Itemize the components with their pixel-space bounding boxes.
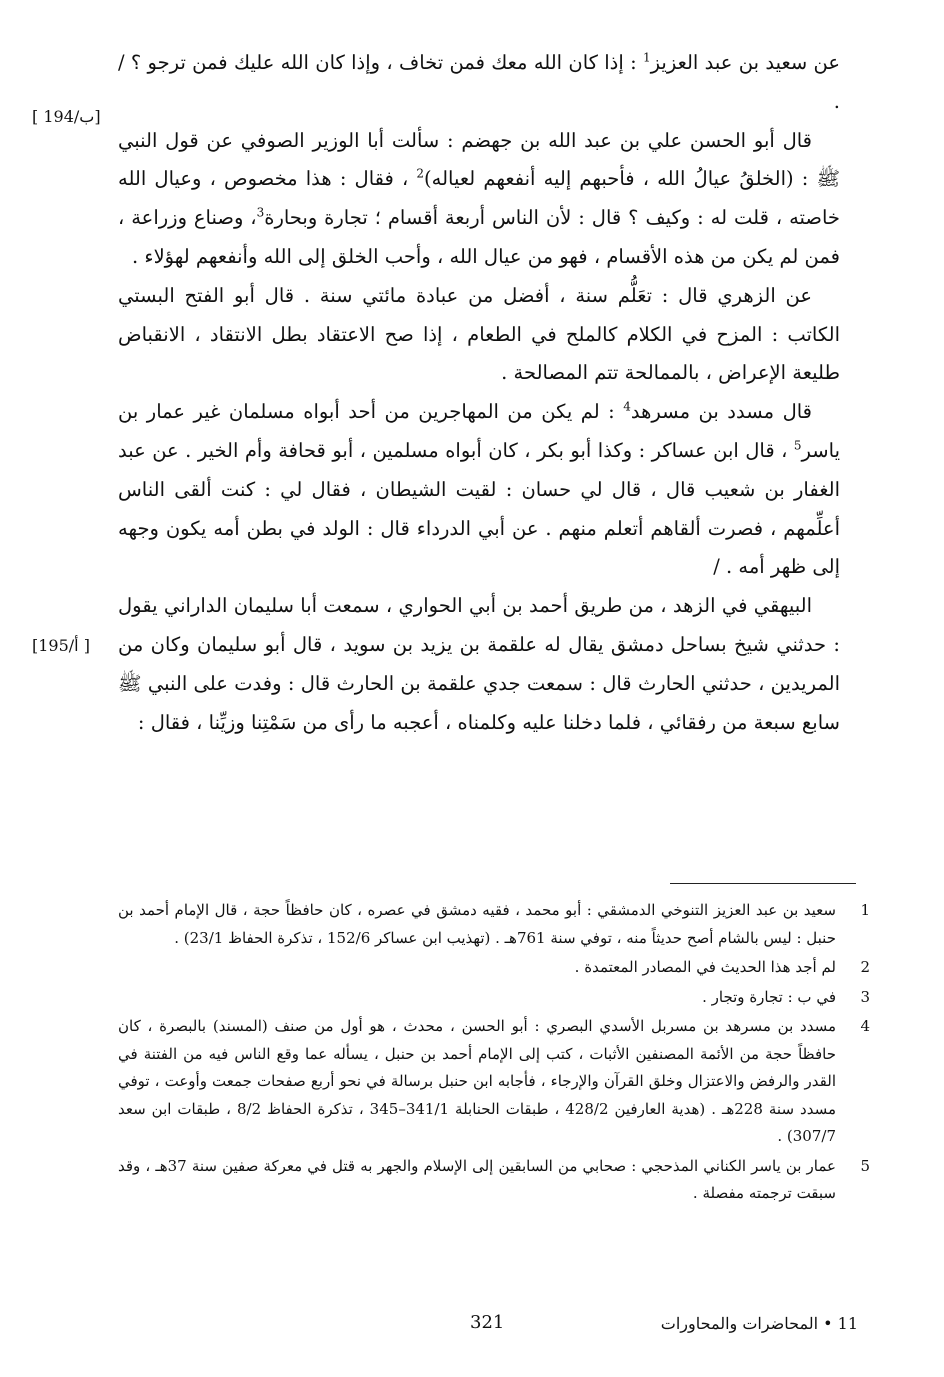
footnote-text: سعيد بن عبد العزيز التنوخي الدمشقي : أبو محمد ، فقيه دمشق في عصره ، كان حافظاً حجة ، قال الإمام أحمد بن حنبل : ليس بالشام أصح حديثاً منه ، توفي سنة 761هـ . (تهذيب ابن عساكر 152/6 ، تذكرة الحفاظ 23/1) . [118, 901, 836, 947]
paragraph-text: ، قال ابن عساكر : وكذا أبو بكر ، كان أبواه مسلمين ، أبو قحافة وأم الخير . عن عبد الغفار بن شعيب قال ، قال لي حسان : لقيت الشيطان ، فقال لي : كنت ألقى الناس أعلِّمهم ، فصرت ألقاهم أتعلم منهم . عن أبي الدرداء قال : الولد في بطن أمه يكون وجهه إلى ظهر أمه . / [118, 438, 840, 579]
paragraph-text: قال أبو الحسن علي بن عبد الله بن جهضم : سألت أبا الوزير الصوفي عن قول النبي ﷺ : (الخلقُ عيالُ الله ، فأحبهم إليه أنفعهم لعياله) [118, 128, 840, 191]
paragraph [118, 587, 840, 742]
footnote-separator [670, 883, 856, 884]
main-text [118, 44, 840, 742]
footnote-number: 3 [860, 987, 870, 1006]
paragraph-text: قال مسدد بن مسرهد [630, 400, 812, 424]
footnote-marker: 2 [416, 166, 425, 181]
footnote-marker: 1 [643, 50, 651, 65]
paragraph [118, 44, 840, 122]
footnote-text: لم أجد هذا الحديث في المصادر المعتمدة . [574, 958, 836, 976]
footnote-text: مسدد بن مسرهد بن مسربل الأسدي البصري : أبو الحسن ، محدث ، هو أول من صنف (المسند) بالبصرة ، كان حافظاً حجة من الأئمة المصنفين الأثبات ، كتب إلى الإمام أحمد بن حنبل ، يسأله عما وقع الناس فيه من الفتنة في القدر والرفض والاعتزال وخلق القرآن والإرجاء ، فأجابه ابن حنبل برسالة في نحو أربع صفحات جمعت وأوعت ، توفي مسدد سنة 228هـ . (هدية العارفين 428/2 ، طبقات الحنابلة 341/1–345 ، تذكرة الحفاظ 8/2 ، طبقات ابن سعد 307/7) . [118, 1017, 836, 1145]
footnote [118, 897, 870, 952]
running-head: 11 • المحاضرات والمحاورات [660, 1314, 858, 1333]
footnote-text: عمار بن ياسر الكناني المذحجي : صحابي من السابقين إلى الإسلام والجهر به قتل في معركة صفين سنة 37هـ ، وقد سبقت ترجمته مفصلة . [118, 1156, 836, 1202]
margin-folio-ref: [195/أ ] [32, 636, 90, 655]
paragraph-text: البيهقي في الزهد ، من طريق أحمد بن أبي الحواري ، سمعت أبا سليمان الداراني يقول : حدثني شيخ بساحل دمشق يقال له علقمة بن يزيد بن سويد ، قال أبو سليمان وكان من المريدين ، حدثني الحارث قال : سمعت جدي علقمة بن الحارث قال : وفدت على النبي ﷺ سابع سبعة من رفقائي ، فلما دخلنا عليه وكلمناه ، أعجبه ما رأى من سَمْتِنا وزيِّنا ، فقال : [118, 594, 840, 734]
page-footer [0, 1312, 944, 1346]
footnote-number: 2 [860, 958, 870, 976]
paragraph-text: عن الزهري قال : تعَلُّم سنة ، أفضل من عبادة مائتي سنة . قال أبو الفتح البستي الكاتب : المزح في الكلام كالملح في الطعام ، إذا صح الاعتقاد بطل الانتقاد ، الانقباض طليعة الإعراض ، بالممالحة تتم المصالحة . [118, 283, 840, 385]
paragraph-text: : إذا كان الله معك فمن تخاف ، وإذا كان الله عليك فمن ترجو ؟ / . [118, 51, 840, 113]
margin-folio-ref: [ 194/ب] [32, 107, 101, 126]
paragraph [118, 122, 840, 277]
footnote-number: 1 [860, 901, 870, 919]
footnote-marker: 4 [623, 399, 631, 414]
page-number: 321 [470, 1312, 505, 1333]
paragraph [118, 277, 840, 393]
paragraph-text: : لم يكن من المهاجرين من أحد أبواه مسلمان غير عمار بن ياسر [118, 400, 840, 462]
footnote [118, 1013, 870, 1151]
paragraph-text: ، فقال : هذا مخصوص ، وعيال الله خاصته ، قلت له : وكيف ؟ قال : لأن الناس أربعة أقسام ؛ تجارة وبحارة [118, 167, 840, 230]
footnote-text: في ب : تجارة وتجار . [702, 987, 836, 1006]
footnote-marker: 3 [256, 205, 265, 220]
footnote [118, 1153, 870, 1208]
paragraph [118, 393, 840, 587]
footnote-number: 5 [860, 1156, 870, 1175]
paragraph-text: ، وصناع وزراعة ، فمن لم يكن من هذه الأقسام ، فهو من عيال الله ، وأحب الخلق إلى الله وأنفعهم لهؤلاء . [118, 206, 840, 268]
footnote [118, 984, 870, 1012]
paragraph-text: عن سعيد بن عبد العزيز [650, 51, 840, 74]
footnotes [118, 897, 870, 1210]
footnote-marker: 5 [793, 438, 802, 453]
footnote [118, 954, 870, 982]
footnote-number: 4 [860, 1017, 870, 1035]
